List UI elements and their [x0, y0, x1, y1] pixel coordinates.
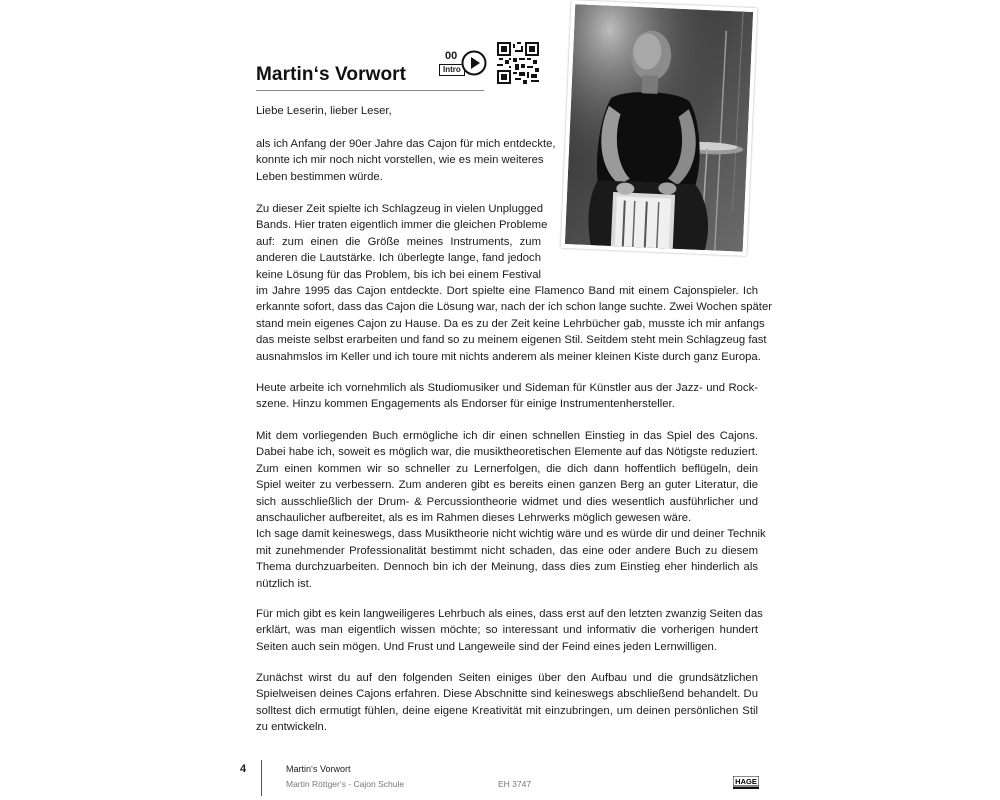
text-line: das meiste selbst erarbeiten und fand so zu meinem eigenen Stil. Seitdem steht mein Schlagzeug fast [256, 334, 767, 347]
text-line: Mit dem vorliegenden Buch ermögliche ich dir einen schnellen Einstieg in das Spiel des Cajons. [256, 430, 758, 442]
text-line: solltest dich ermutigt fühlen, deine eigene Kreativität mit einzubringen, um deinen persönlichen Stil [256, 704, 758, 717]
page-number: 4 [240, 763, 247, 775]
paragraph-4 [256, 428, 766, 592]
text-line: erkannte sofort, dass das Cajon die Lösung war, nach der ich schon lange suchte. Zwei Wochen später [256, 301, 772, 314]
text-line: Zu dieser Zeit spielte ich Schlagzeug in vielen Unplugged [256, 203, 543, 215]
publisher-logo-text: HAGE [735, 777, 757, 786]
text-line: Spiel weiter zu verbessern. Zum anderen gibt es bereits einen ganzen Berg an guter Literatur, die [256, 479, 758, 492]
publisher-logo [733, 776, 759, 790]
text-line: sich ausschließlich der Drum- & Percussiontheorie widmet und dies wesentlich ausführlicher und [256, 495, 758, 508]
text-line: Zum einen kommen wir so schneller zu Lernerfolgen, die dich dann hoffentlich beflügeln, dein [256, 462, 758, 475]
page-title: Martin‘s Vorwort [256, 64, 407, 85]
text-line: szene. Hinzu kommen Engagements als Endorser für einige Instrumentenhersteller. [256, 398, 675, 411]
text-line: anderen die Lautstärke. Ich überlegte lange, fand jedoch [256, 252, 541, 265]
footer-chapter-title: Martin‘s Vorwort [286, 764, 351, 774]
text-line: Liebe Leserin, lieber Leser, [256, 105, 392, 117]
text-line: mit zunehmender Professionalität bestimmt nicht schaden, das eine oder andere Buch zu diesem [256, 544, 758, 557]
paragraph-6 [256, 670, 758, 736]
text-line: Leben bestimmen würde. [256, 170, 383, 183]
footer-catalog-code: EH 3747 [498, 779, 532, 789]
play-circle-icon[interactable] [461, 48, 487, 78]
text-line: Dabei habe ich, soweit es möglich war, die musiktheoretischen Elemente auf das Nötigste reduziert. [256, 446, 758, 459]
text-line: zu entwickeln. [256, 721, 327, 734]
text-line: Ich sage damit keineswegs, dass Musiktheorie nicht wichtig wäre und es würde dir und deiner Technik [256, 528, 766, 541]
text-line: im Jahre 1995 das Cajon entdeckte. Dort spielte eine Flamenco Band mit einem Cajonspieler. Ich [256, 285, 758, 298]
text-line: Bands. Hier traten eigentlich immer die gleichen Probleme [256, 219, 548, 232]
paragraph-1 [256, 136, 556, 185]
text-line: Seiten auch sein mögen. Und Frust und Langeweile sind der Feind eines jeden Lernwilligen. [256, 640, 717, 653]
track-label: Intro [439, 64, 465, 76]
text-line: als ich Anfang der 90er Jahre das Cajon für mich entdeckte, [256, 138, 556, 150]
track-number: 00 [445, 50, 458, 62]
text-line: erklärt, was man eigentlich wissen möchte; so interessant und informativ die vorherigen hundert [256, 624, 758, 637]
text-line: konnte ich mir noch nicht vorstellen, wie es mein weiteres [256, 154, 544, 167]
text-line: Zunächst wirst du auf den folgenden Seiten einiges über den Aufbau und die grundsätzlichen [256, 672, 758, 684]
text-line: stand mein eigenes Cajon zu Hause. Da es zu der Zeit keine Lehrbücher gab, musste ich mir anfangs [256, 317, 765, 330]
text-line: anschaulicher aufbereitet, als es im Rahmen dieses Lehrwerks möglich gewesen wäre. [256, 512, 692, 525]
footer-divider [261, 760, 262, 796]
text-line: keine Lösung für das Problem, bis ich bei einem Festival [256, 268, 541, 281]
text-line: Für mich gibt es kein langweiligeres Lehrbuch als eines, dass erst auf den letzten zwanzig Seiten das [256, 608, 763, 620]
title-underline [256, 90, 484, 91]
text-line: Heute arbeite ich vornehmlich als Studiomusiker und Sideman für Künstler aus der Jazz- und Rock- [256, 382, 758, 394]
paragraph-3 [256, 380, 758, 413]
qr-code-icon [497, 42, 539, 84]
paragraph-5 [256, 606, 763, 655]
footer-book-title: Martin Röttger‘s - Cajon Schule [286, 779, 405, 789]
greeting [256, 103, 758, 119]
text-line: Spielweisen deines Cajons erfahren. Diese Abschnitte sind keineswegs abschließend behandelt. Du [256, 688, 758, 701]
text-line: auf: zum einen die Größe meines Instruments, zum [256, 235, 541, 248]
audio-track-badge[interactable] [437, 47, 487, 81]
text-line: nützlich ist. [256, 577, 312, 590]
text-line: ausnahmslos im Keller und ich toure mit nichts anderem als meiner kleinen Kiste durch ganz Europa. [256, 350, 761, 363]
paragraph-2 [256, 201, 772, 365]
text-line: Thema durchzuarbeiten. Dennoch bin ich der Meinung, dass dies zum Einstieg eher hinderlich als [256, 561, 758, 574]
